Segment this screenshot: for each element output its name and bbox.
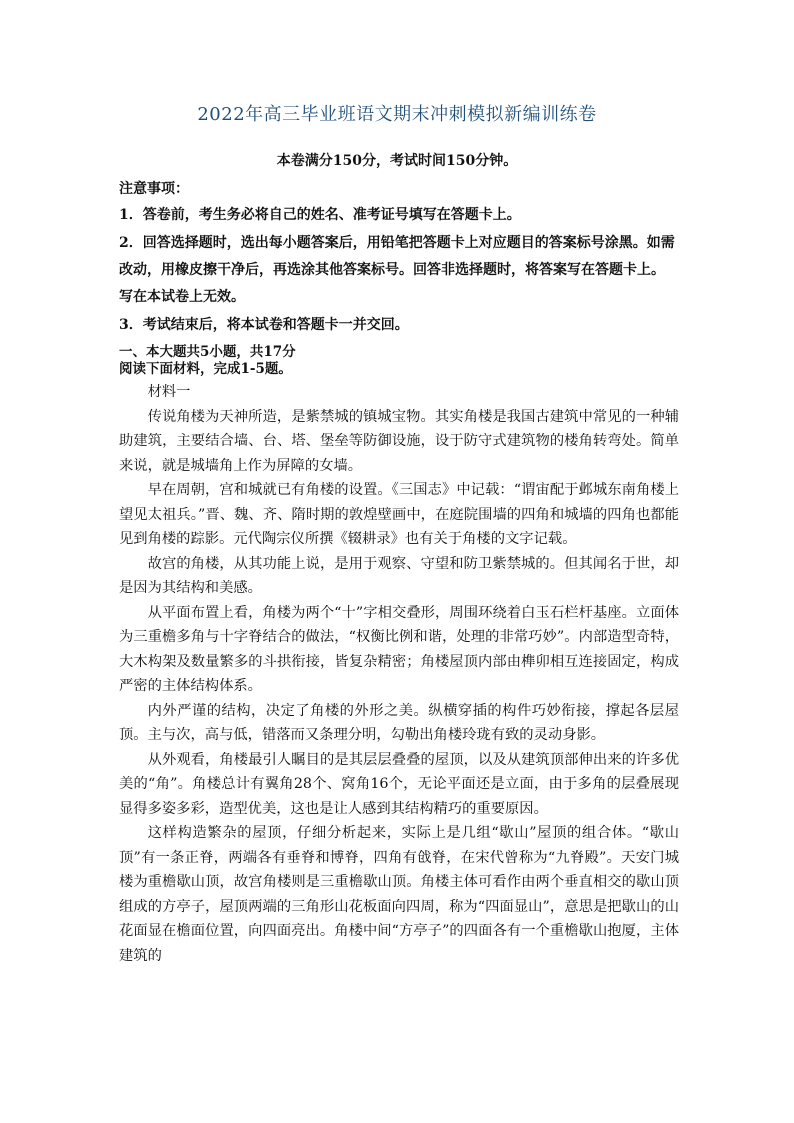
notice-item-3: 3．考试结束后，将本试卷和答题卡一并交回。	[119, 317, 409, 333]
notice-heading: 注意事项：	[119, 181, 189, 197]
notice-item-2-line-3: 写在本试卷上无效。	[119, 289, 245, 305]
paragraph: 从平面布置上看，角楼为两个“十”字相交叠形，周围环绕着白玉石栏杆基座。立面体为三重檐多角与十字脊结合的做法，“权衡比例和谐，处理的非常巧妙”。内部造型奇特，大木构架及数量繁多的斗拱衔接，皆复杂精密；角楼屋顶内部由榫卯相互连接固定，构成严密的主体结构体系。	[119, 604, 679, 694]
paragraph: 内外严谨的结构，决定了角楼的外形之美。纵横穿插的构件巧妙衔接，撑起各层屋顶。主与次，高与低，错落而又条理分明，勾勒出角楼玲珑有致的灵动身影。	[119, 702, 679, 743]
material-label: 材料一	[147, 384, 191, 400]
section-instruction: 阅读下面材料，完成1-5题。	[119, 361, 292, 377]
paragraph: 故宫的角楼，从其功能上说，是用于观察、守望和防卫紫禁城的。但其闻名于世，却是因为其结构和美感。	[119, 555, 679, 596]
notice-item-1: 1．答卷前，考生务必将自己的姓名、准考证号填写在答题卡上。	[119, 207, 521, 223]
paragraph: 从外观看，角楼最引人瞩目的是其层层叠叠的屋顶，以及从建筑顶部伸出来的许多优美的“角”。角楼总计有翼角28个、窝角16个，无论平面还是立面，由于多角的层叠展现显得多姿多彩，造型优美，这也是让人感到其结构精巧的重要原因。	[119, 751, 679, 817]
notice-item-2-line-2: 改动，用橡皮擦干净后，再选涂其他答案标号。回答非选择题时，将答案写在答题卡上。	[119, 262, 665, 278]
paragraph: 传说角楼为天神所造，是紫禁城的镇城宝物。其实角楼是我国古建筑中常见的一种辅助建筑，主要结合墙、台、塔、堡垒等防御设施，设于防守式建筑物的楼角转弯处。简单来说，就是城墙角上作为屏障的女墙。	[119, 408, 679, 474]
notice-item-2-line-1: 2．回答选择题时，选出每小题答案后，用铅笔把答题卡上对应题目的答案标号涂黑。如需	[119, 235, 675, 251]
section-heading: 一、本大题共5小题，共17分	[119, 344, 296, 360]
exam-info: 本卷满分150分，考试时间150分钟。	[276, 153, 518, 169]
reading-material	[119, 380, 679, 968]
document-title: 2022年高三毕业班语文期末冲刺模拟新编训练卷	[197, 104, 597, 125]
paragraph: 这样构造繁杂的屋顶，仔细分析起来，实际上是几组“歇山”屋顶的组合体。“歇山顶”有一条正脊，两端各有垂脊和博脊，四角有戗脊，在宋代曾称为“九脊殿”。天安门城楼为重檐歇山顶，故宫角楼则是三重檐歇山顶。角楼主体可看作由两个垂直相交的歇山顶组成的方亭子，屋顶两端的三角形山花板面向四周，称为“四面显山”，意思是把歇山的山花面显在檐面位置，向四面亮出。角楼中间“方亭子”的四面各有一个重檐歇山抱厦，主体建筑的	[119, 825, 679, 964]
paragraph: 早在周朝，宫和城就已有角楼的设置。《三国志》中记载：“谓宙配于邺城东南角楼上望见太祖兵。”晋、魏、齐、隋时期的敦煌壁画中，在庭院围墙的四角和城墙的四角也都能见到角楼的踪影。元代陶宗仪所撰《辍耕录》也有关于角楼的文字记载。	[119, 482, 679, 547]
